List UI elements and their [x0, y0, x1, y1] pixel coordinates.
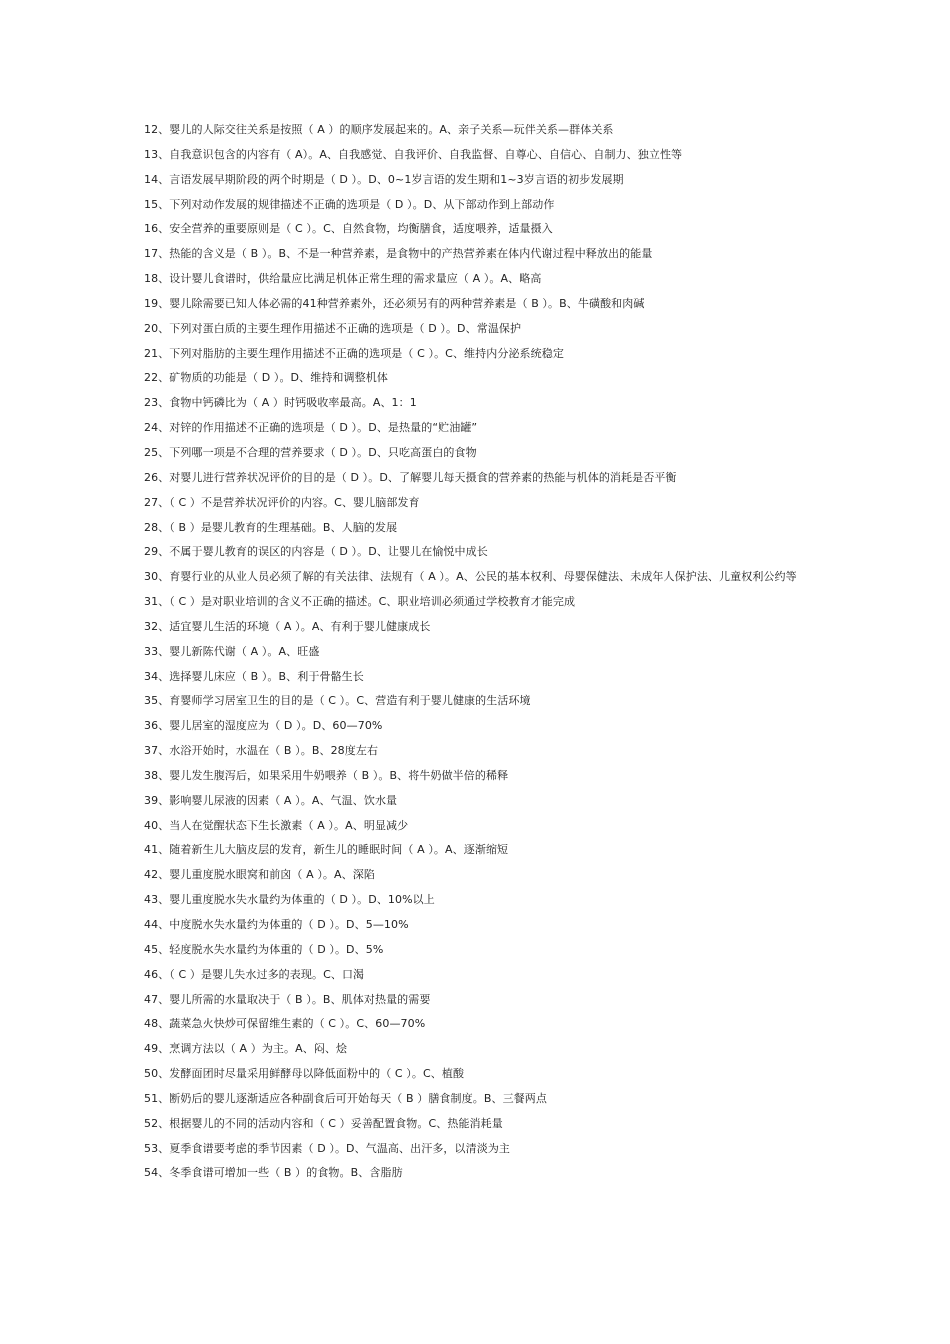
- question-item: 46、（ C ）是婴儿失水过多的表现。C、口渴: [144, 967, 365, 981]
- question-item: 50、发酵面团时尽量采用鲜酵母以降低面粉中的（ C ）。C、植酸: [144, 1067, 465, 1081]
- question-item: 33、婴儿新陈代谢（ A ）。A、旺盛: [144, 644, 320, 658]
- question-item: 29、不属于婴儿教育的误区的内容是（ D ）。D、让婴儿在愉悦中成长: [144, 545, 488, 559]
- question-item: 34、选择婴儿床应（ B ）。B、利于骨骼生长: [144, 669, 364, 683]
- question-list: [144, 118, 812, 1186]
- question-item: 18、设计婴儿食谱时，供给量应比满足机体正常生理的需求量应（ A ）。A、略高: [144, 272, 542, 286]
- question-item: 20、下列对蛋白质的主要生理作用描述不正确的选项是（ D ）。D、常温保护: [144, 321, 522, 335]
- question-item: 42、婴儿重度脱水眼窝和前囟（ A ）。A、深陷: [144, 868, 375, 882]
- question-item: 32、适宜婴儿生活的环境（ A ）。A、有利于婴儿健康成长: [144, 619, 431, 633]
- question-item: 43、婴儿重度脱水失水量约为体重的（ D ）。D、10%以上: [144, 893, 435, 907]
- question-item: 22、矿物质的功能是（ D ）。D、维持和调整机体: [144, 371, 388, 385]
- question-item: 19、婴儿除需要已知人体必需的41种营养素外，还必须另有的两种营养素是（ B ）。B、牛磺酸和肉碱: [144, 296, 645, 310]
- question-item: 31、（ C ）是对职业培训的含义不正确的描述。C、职业培训必须通过学校教育才能完成: [144, 595, 576, 609]
- question-item: 26、对婴儿进行营养状况评价的目的是（ D ）。D、了解婴儿每天摄食的营养素的热能与机体的消耗是否平衡: [144, 470, 677, 484]
- question-item: 24、对锌的作用描述不正确的选项是（ D ）。D、是热量的“贮油罐”: [144, 421, 478, 435]
- question-item: 48、蔬菜急火快炒可保留维生素的（ C ）。C、60—70%: [144, 1017, 426, 1031]
- question-item: 27、（ C ）不是营养状况评价的内容。C、婴儿脑部发育: [144, 495, 420, 509]
- question-item: 49、烹调方法以（ A ）为主。A、闷、烩: [144, 1042, 348, 1056]
- question-item: 38、婴儿发生腹泻后，如果采用牛奶喂养（ B ）。B、将牛奶做半倍的稀释: [144, 768, 509, 782]
- question-item: 15、下列对动作发展的规律描述不正确的选项是（ D ）。D、从下部动作到上部动作: [144, 197, 555, 211]
- question-item: 21、下列对脂肪的主要生理作用描述不正确的选项是（ C ）。C、维持内分泌系统稳定: [144, 346, 564, 360]
- question-item: 37、水浴开始时，水温在（ B ）。B、28度左右: [144, 744, 379, 758]
- question-item: 25、下列哪一项是不合理的营养要求（ D ）。D、只吃高蛋白的食物: [144, 445, 477, 459]
- question-item: 44、中度脱水失水量约为体重的（ D ）。D、5—10%: [144, 918, 409, 931]
- question-item: 36、婴儿居室的湿度应为（ D ）。D、60—70%: [144, 719, 383, 733]
- question-item: 12、婴儿的人际交往关系是按照（ A ）的顺序发展起来的。A、亲子关系—玩伴关系—群体关系: [144, 123, 614, 136]
- question-item: 40、当人在觉醒状态下生长激素（ A ）。A、明显减少: [144, 818, 409, 832]
- question-item: 30、育婴行业的从业人员必须了解的有关法律、法规有（ A ）。A、公民的基本权利、母婴保健法、未成年人保护法、儿童权利公约等: [144, 570, 797, 584]
- question-item: 39、影响婴儿尿液的因素（ A ）。A、气温、饮水量: [144, 793, 398, 807]
- question-item: 17、热能的含义是（ B ）。B、不是一种营养素，是食物中的产热营养素在体内代谢过程中释放出的能量: [144, 247, 653, 261]
- question-item: 53、夏季食谱要考虑的季节因素（ D ）。D、气温高、出汗多，以清淡为主: [144, 1141, 511, 1155]
- question-item: 51、断奶后的婴儿逐渐适应各种副食后可开始每天（ B ）膳食制度。B、三餐两点: [144, 1091, 547, 1105]
- question-item: 16、安全营养的重要原则是（ C ）。C、自然食物，均衡膳食，适度喂养，适量摄入: [144, 222, 553, 236]
- question-item: 47、婴儿所需的水量取决于（ B ）。B、肌体对热量的需要: [144, 992, 431, 1006]
- question-item: 45、轻度脱水失水量约为体重的（ D ）。D、5%: [144, 942, 384, 956]
- question-item: 28、（ B ）是婴儿教育的生理基础。B、人脑的发展: [144, 520, 398, 534]
- question-item: 41、随着新生儿大脑皮层的发育，新生儿的睡眠时间（ A ）。A、逐渐缩短: [144, 843, 509, 857]
- question-item: 54、冬季食谱可增加一些（ B ）的食物。B、含脂肪: [144, 1166, 403, 1180]
- question-item: 14、言语发展早期阶段的两个时期是（ D ）。D、0~1岁言语的发生期和1~3岁言语的初步发展期: [144, 172, 624, 186]
- question-item: 13、自我意识包含的内容有（ A）。A、自我感觉、自我评价、自我监督、自尊心、自信心、自制力、独立性等: [144, 147, 683, 161]
- question-item: 52、根据婴儿的不同的活动内容和（ C ）妥善配置食物。C、热能消耗量: [144, 1116, 503, 1130]
- question-item: 23、食物中钙磷比为（ A ）时钙吸收率最高。A、1：1: [144, 396, 417, 410]
- question-item: 35、育婴师学习居室卫生的目的是（ C ）。C、营造有利于婴儿健康的生活环境: [144, 694, 531, 708]
